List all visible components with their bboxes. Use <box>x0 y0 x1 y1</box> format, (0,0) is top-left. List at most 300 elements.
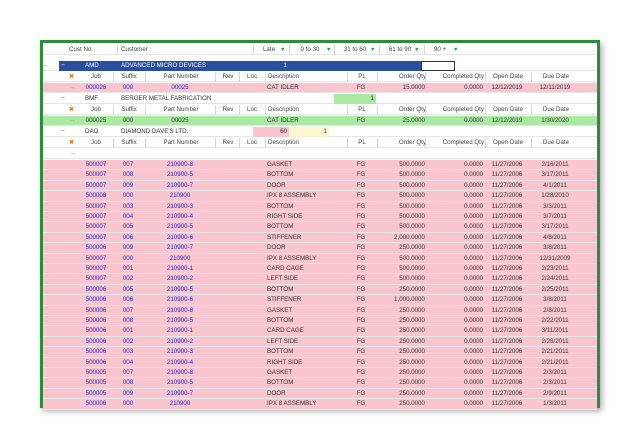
col-pl[interactable]: PL <box>347 105 376 115</box>
completed-qty-cell: 0.0000 <box>464 254 483 262</box>
pl-cell: FG <box>356 317 366 324</box>
part-cell: 210900 <box>169 254 191 262</box>
due-date-cell: 4/1/2011 <box>543 181 567 189</box>
filter-icon[interactable]: ▼ <box>414 47 420 53</box>
job-row[interactable] <box>43 243 597 253</box>
open-date-cell: 11/27/2006 <box>491 161 523 168</box>
order-qty-cell: 500.0000 <box>399 202 425 210</box>
job-row[interactable] <box>43 347 597 357</box>
due-date-cell: 1/30/2020 <box>541 117 569 124</box>
open-date-cell: 12/12/2019 <box>491 117 523 124</box>
due-date-cell: 3/17/2011 <box>541 223 569 231</box>
description-cell: CAT IDLER <box>267 117 299 124</box>
due-date-cell: 2/24/2011 <box>541 275 569 283</box>
open-date-cell: 11/27/2006 <box>491 337 523 345</box>
expander-icon[interactable]: − <box>61 95 65 102</box>
description-cell: CAT IDLER <box>267 84 299 91</box>
pl-cell: FG <box>356 181 366 189</box>
suffix-cell: 007 <box>122 161 134 168</box>
pl-cell: FG <box>356 171 366 179</box>
job-cell[interactable]: 500005 <box>85 379 107 387</box>
job-cell[interactable]: 500007 <box>85 265 107 272</box>
cust-no-cell: AMD <box>85 62 99 69</box>
col-due-date[interactable]: Due Date <box>531 138 580 148</box>
pl-cell: FG <box>356 244 366 252</box>
col-job[interactable]: Job <box>91 106 101 113</box>
description-cell: IPX 8 ASSEMBLY <box>267 254 317 262</box>
col-open-date[interactable]: Open Date <box>485 105 530 115</box>
settings-icon[interactable]: ✖ <box>69 106 75 113</box>
part-cell: 210900-1 <box>166 265 194 272</box>
col-31-60[interactable]: 31 to 60 <box>334 45 375 55</box>
job-row[interactable] <box>43 337 597 347</box>
completed-qty-cell: 0.0000 <box>464 233 483 241</box>
job-cell[interactable]: 500007 <box>85 161 107 168</box>
selected-band <box>59 61 421 71</box>
open-date-cell: 11/27/2006 <box>491 275 523 283</box>
part-cell: 210900-2 <box>166 275 194 283</box>
job-cell[interactable]: 500006 <box>85 306 107 314</box>
completed-qty-cell: 0.0000 <box>464 400 483 408</box>
job-row[interactable] <box>43 326 597 336</box>
description-cell: BOTTOM <box>267 223 294 231</box>
description-cell: GASKET <box>267 369 293 376</box>
col-completed-qty[interactable]: Completed Qty <box>425 138 484 148</box>
part-cell: 210900 <box>169 400 191 408</box>
open-date-cell: 11/27/2006 <box>491 306 523 314</box>
description-cell: IPX 8 ASSEMBLY <box>267 400 317 408</box>
job-row[interactable] <box>43 170 597 180</box>
master-header-row <box>43 45 597 55</box>
col-due-date[interactable]: Due Date <box>531 72 580 82</box>
completed-qty-cell: 0.0000 <box>464 171 483 179</box>
part-cell: 210900-7 <box>166 389 194 397</box>
job-row[interactable] <box>43 254 597 264</box>
suffix-cell: 002 <box>122 337 134 345</box>
completed-qty-cell: 0.0000 <box>464 192 483 200</box>
part-cell: 210900-1 <box>166 327 194 335</box>
suffix-cell: 005 <box>122 285 134 293</box>
job-cell[interactable]: 500007 <box>85 254 107 262</box>
job-cell[interactable]: 500007 <box>85 213 107 220</box>
completed-qty-cell: 0.0000 <box>464 244 483 252</box>
due-date-cell: 2/21/2011 <box>541 348 569 356</box>
completed-qty-cell: 0.0000 <box>464 296 483 304</box>
col-loc[interactable]: Loc <box>239 105 264 115</box>
completed-qty-cell: 0.0000 <box>464 369 483 376</box>
order-qty-cell: 1,000.0000 <box>394 296 425 304</box>
part-cell: 00025 <box>171 84 189 91</box>
col-part-number[interactable]: Part Number <box>145 138 216 148</box>
bucket-0-30-cell: 1 <box>289 127 329 137</box>
due-date-cell: 1/28/2010 <box>541 192 569 200</box>
completed-qty-cell: 0.0000 <box>464 181 483 189</box>
open-date-cell: 11/27/2006 <box>491 327 523 335</box>
pl-cell: FG <box>356 213 366 220</box>
order-qty-cell: 250.0000 <box>399 317 425 324</box>
open-date-cell: 11/27/2006 <box>491 223 523 231</box>
due-date-cell: 4/8/2011 <box>543 233 567 241</box>
col-61-90[interactable]: 61 to 90 <box>379 45 420 55</box>
job-cell[interactable]: 500005 <box>85 369 107 376</box>
col-completed-qty[interactable]: Completed Qty <box>425 105 484 115</box>
order-qty-cell: 250.0000 <box>399 369 425 376</box>
col-open-date[interactable]: Open Date <box>485 72 530 82</box>
part-cell: 210900-4 <box>166 213 194 220</box>
window-frame <box>40 40 600 408</box>
suffix-cell: 003 <box>122 202 134 210</box>
col-order-qty[interactable]: Order Qty <box>377 72 426 82</box>
col-due-date[interactable]: Due Date <box>531 105 580 115</box>
customer-name-cell: ADVANCED MICRO DEVICES <box>121 62 207 69</box>
pl-cell: FG <box>356 285 366 293</box>
row-pointer-icon: → <box>41 62 48 69</box>
completed-qty-cell: 0.0000 <box>464 348 483 356</box>
order-qty-cell: 15.0000 <box>402 84 425 91</box>
col-customer[interactable]: Customer <box>117 45 261 55</box>
description-cell: CARD CAGE <box>267 265 304 272</box>
job-cell[interactable]: 500007 <box>85 223 107 231</box>
part-cell: 00025 <box>171 117 189 124</box>
suffix-cell: 004 <box>122 213 134 220</box>
open-date-cell: 11/27/2006 <box>491 379 523 387</box>
job-row[interactable] <box>43 295 597 305</box>
pl-cell: FG <box>356 327 366 335</box>
pl-cell: FG <box>356 400 366 408</box>
description-cell: BOTTOM <box>267 379 294 387</box>
description-cell: GASKET <box>267 161 293 168</box>
job-cell[interactable]: 500006 <box>85 327 107 335</box>
order-qty-cell: 500.0000 <box>399 181 425 189</box>
job-row[interactable] <box>43 399 597 409</box>
description-cell: BOTTOM <box>267 285 294 293</box>
completed-qty-cell: 0.0000 <box>464 379 483 387</box>
part-cell: 210900-6 <box>166 296 194 304</box>
suffix-cell: 004 <box>122 358 134 366</box>
suffix-cell: 006 <box>122 233 134 241</box>
pl-cell: FG <box>356 233 366 241</box>
completed-qty-cell: 0.0000 <box>464 337 483 345</box>
completed-qty-cell: 0.0000 <box>464 358 483 366</box>
open-date-cell: 11/27/2006 <box>491 369 523 376</box>
suffix-cell: 009 <box>122 244 134 252</box>
col-suffix[interactable]: Suffix <box>113 138 144 148</box>
job-cell[interactable]: 000025 <box>85 117 107 124</box>
order-qty-cell: 2,000.0000 <box>394 233 425 241</box>
due-date-cell: 12/11/2019 <box>539 84 571 91</box>
job-row[interactable] <box>43 160 597 170</box>
pl-cell: FG <box>356 379 366 387</box>
suffix-cell: 009 <box>122 181 134 189</box>
col-cust-no[interactable]: Cust No. <box>69 46 94 53</box>
part-cell: 210900-2 <box>166 337 194 345</box>
completed-qty-cell: 0.0000 <box>464 317 483 324</box>
job-row[interactable] <box>43 233 597 243</box>
job-cell[interactable]: 500006 <box>85 244 107 252</box>
order-qty-cell: 250.0000 <box>399 348 425 356</box>
job-row[interactable] <box>43 212 597 222</box>
col-description[interactable]: Description <box>265 105 348 115</box>
group-row-amd[interactable] <box>43 61 597 71</box>
filter-row[interactable] <box>43 149 597 159</box>
order-qty-cell: 250.0000 <box>399 327 425 335</box>
col-part-number[interactable]: Part Number <box>145 105 216 115</box>
order-qty-cell: 500.0000 <box>399 213 425 220</box>
part-cell: 210900-4 <box>166 358 194 366</box>
job-row[interactable] <box>43 191 597 201</box>
suffix-cell: 007 <box>122 369 134 376</box>
part-cell: 210900-5 <box>166 223 194 231</box>
job-row[interactable] <box>43 181 597 191</box>
col-suffix[interactable]: Suffix <box>113 72 144 82</box>
description-cell: BOTTOM <box>267 348 294 356</box>
pl-cell: FG <box>356 358 366 366</box>
suffix-cell: 009 <box>122 389 134 397</box>
open-date-cell: 11/27/2006 <box>491 296 523 304</box>
order-qty-cell: 250.0000 <box>399 389 425 397</box>
detail-header-row <box>43 105 597 115</box>
open-date-cell: 11/27/2006 <box>491 254 523 262</box>
col-completed-qty[interactable]: Completed Qty <box>425 72 484 82</box>
job-cell[interactable]: 500007 <box>85 202 107 210</box>
open-date-cell: 11/27/2006 <box>491 317 523 324</box>
filter-icon[interactable]: ▼ <box>326 47 332 53</box>
group-row-dao[interactable] <box>43 127 597 137</box>
job-cell[interactable]: 500006 <box>85 358 107 366</box>
col-pl[interactable]: PL <box>347 72 376 82</box>
due-date-cell: 3/17/2011 <box>541 171 569 179</box>
col-part-number[interactable]: Part Number <box>145 72 216 82</box>
suffix-cell: 000 <box>122 84 134 91</box>
due-date-cell: 2/3/2011 <box>543 369 567 376</box>
description-cell: BOTTOM <box>267 202 294 210</box>
pl-cell: FG <box>356 369 366 376</box>
row-pointer-icon: → <box>69 84 76 91</box>
due-date-cell: 2/16/2011 <box>541 161 569 168</box>
description-cell: STIFFENER <box>267 296 302 304</box>
col-0-30[interactable]: 0 to 30 <box>289 45 330 55</box>
cust-no-cell: BMF <box>85 95 99 102</box>
job-row[interactable] <box>43 368 597 378</box>
completed-qty-cell: 0.0000 <box>464 306 483 314</box>
pl-cell: FG <box>356 254 366 262</box>
edit-cell[interactable] <box>421 61 455 71</box>
part-cell: 210900-5 <box>166 171 194 179</box>
col-pl[interactable]: PL <box>347 138 376 148</box>
job-row[interactable] <box>43 116 597 126</box>
due-date-cell: 3/8/2011 <box>543 296 567 304</box>
job-row[interactable] <box>43 202 597 212</box>
customer-name-cell: DIAMOND DAVE'S LTD. <box>121 128 189 135</box>
job-cell[interactable]: 500006 <box>85 296 107 304</box>
suffix-cell: 005 <box>122 223 134 231</box>
job-cell[interactable]: 500006 <box>85 317 107 324</box>
col-loc[interactable]: Loc <box>239 138 264 148</box>
filter-icon[interactable]: ▼ <box>370 47 376 53</box>
part-cell: 210900-7 <box>166 244 194 252</box>
due-date-cell: 12/31/2009 <box>539 254 571 262</box>
job-cell[interactable]: 000026 <box>85 84 107 91</box>
col-order-qty[interactable]: Order Qty <box>377 138 426 148</box>
due-date-cell: 2/23/2011 <box>541 265 569 272</box>
pl-cell: FG <box>356 265 366 272</box>
col-open-date[interactable]: Open Date <box>485 138 530 148</box>
order-qty-cell: 500.0000 <box>399 161 425 168</box>
order-qty-cell: 500.0000 <box>399 275 425 283</box>
description-cell: DOOR <box>267 181 286 189</box>
description-cell: RIGHT SIDE <box>267 213 303 220</box>
suffix-cell: 000 <box>122 400 134 408</box>
job-row[interactable] <box>43 389 597 399</box>
col-loc[interactable]: Loc <box>239 72 264 82</box>
description-cell: BOTTOM <box>267 171 294 179</box>
job-row[interactable] <box>43 285 597 295</box>
job-cell[interactable]: 500006 <box>85 400 107 408</box>
due-date-cell: 2/22/2011 <box>541 317 569 324</box>
settings-icon[interactable]: ✖ <box>69 73 75 80</box>
settings-icon[interactable]: ✖ <box>69 139 75 146</box>
job-cell[interactable]: 500007 <box>85 233 107 241</box>
completed-qty-cell: 0.0000 <box>464 202 483 210</box>
due-date-cell: 3/7/2011 <box>543 213 567 220</box>
description-cell: DOOR <box>267 244 286 252</box>
due-date-cell: 3/8/2011 <box>543 244 567 252</box>
due-date-cell: 2/28/2011 <box>541 337 569 345</box>
description-cell: IPX 8 ASSEMBLY <box>267 192 317 200</box>
filter-icon[interactable]: ▼ <box>453 47 459 53</box>
col-suffix[interactable]: Suffix <box>113 105 144 115</box>
row-pointer-icon: → <box>69 150 76 157</box>
job-row[interactable] <box>43 274 597 284</box>
order-qty-cell: 250.0000 <box>399 306 425 314</box>
job-row[interactable] <box>43 264 597 274</box>
completed-qty-cell: 0.0000 <box>464 223 483 231</box>
job-row[interactable] <box>43 378 597 388</box>
suffix-cell: 000 <box>122 192 134 200</box>
job-row[interactable] <box>43 316 597 326</box>
col-90-plus[interactable]: 90 + <box>424 45 455 55</box>
open-date-cell: 11/27/2006 <box>491 348 523 356</box>
open-date-cell: 11/27/2006 <box>491 358 523 366</box>
col-job[interactable]: Job <box>91 73 101 80</box>
job-row[interactable] <box>43 222 597 232</box>
completed-qty-cell: 0.0000 <box>464 285 483 293</box>
col-rev[interactable]: Rev <box>215 138 240 148</box>
pl-cell: FG <box>356 117 366 124</box>
open-date-cell: 11/27/2006 <box>491 233 523 241</box>
part-cell: 210900-5 <box>166 285 194 293</box>
due-date-cell: 2/21/2011 <box>541 358 569 366</box>
part-cell: 210900-3 <box>166 348 194 356</box>
open-date-cell: 11/27/2006 <box>491 285 523 293</box>
completed-qty-cell: 0.0000 <box>464 265 483 272</box>
bucket-0-30-cell: 1 <box>334 94 376 104</box>
open-date-cell: 11/27/2006 <box>491 265 523 272</box>
pl-cell: FG <box>356 223 366 231</box>
pl-cell: FG <box>356 202 366 210</box>
col-description[interactable]: Description <box>265 72 348 82</box>
part-cell: 210900-8 <box>166 161 194 168</box>
open-date-cell: 11/27/2006 <box>491 202 523 210</box>
description-cell: DOOR <box>267 389 286 397</box>
detail-header-row <box>43 138 597 148</box>
col-late[interactable]: Late <box>253 45 284 55</box>
suffix-cell: 008 <box>122 171 134 179</box>
col-order-qty[interactable]: Order Qty <box>377 105 426 115</box>
job-row[interactable] <box>43 358 597 368</box>
job-cell[interactable]: 500006 <box>85 337 107 345</box>
detail-header-row <box>43 72 597 82</box>
col-job[interactable]: Job <box>91 139 101 146</box>
pl-cell: FG <box>356 389 366 397</box>
due-date-cell: 2/25/2011 <box>541 285 569 293</box>
due-date-cell: 3/11/2011 <box>541 327 569 335</box>
open-date-cell: 11/27/2006 <box>491 244 523 252</box>
due-date-cell: 2/3/2011 <box>543 379 567 387</box>
order-qty-cell: 500.0000 <box>399 192 425 200</box>
job-cell[interactable]: 500005 <box>85 389 107 397</box>
job-cell[interactable]: 500007 <box>85 275 107 283</box>
open-date-cell: 11/27/2006 <box>491 192 523 200</box>
order-qty-cell: 500.0000 <box>399 171 425 179</box>
completed-qty-cell: 0.0000 <box>464 117 483 124</box>
job-cell[interactable]: 500006 <box>85 285 107 293</box>
due-date-cell: 1/3/2011 <box>543 400 567 408</box>
expander-icon[interactable]: − <box>61 128 65 135</box>
completed-qty-cell: 0.0000 <box>464 327 483 335</box>
job-cell[interactable]: 500007 <box>85 181 107 189</box>
part-cell: 210900-5 <box>166 317 194 324</box>
open-date-cell: 11/27/2006 <box>491 400 523 408</box>
open-date-cell: 11/27/2006 <box>491 213 523 220</box>
suffix-cell: 008 <box>122 379 134 387</box>
order-qty-cell: 250.0000 <box>399 400 425 408</box>
suffix-cell: 001 <box>122 265 134 272</box>
job-row[interactable] <box>43 306 597 316</box>
part-cell: 210900-8 <box>166 369 194 376</box>
suffix-cell: 003 <box>122 348 134 356</box>
pl-cell: FG <box>356 348 366 356</box>
filter-icon[interactable]: ▼ <box>280 47 286 53</box>
col-rev[interactable]: Rev <box>215 105 240 115</box>
part-cell: 210900-3 <box>166 202 194 210</box>
job-row[interactable] <box>43 83 597 93</box>
job-cell[interactable]: 500007 <box>85 171 107 179</box>
order-qty-cell: 25.0000 <box>402 117 425 124</box>
completed-qty-cell: 0.0000 <box>464 275 483 283</box>
suffix-cell: 006 <box>122 296 134 304</box>
row-pointer-icon: → <box>69 117 76 124</box>
part-cell: 210900 <box>169 192 191 200</box>
late-cell: 60 <box>253 127 289 137</box>
suffix-cell: 007 <box>122 306 134 314</box>
pl-cell: FG <box>356 161 366 168</box>
open-date-cell: 11/27/2006 <box>491 171 523 179</box>
col-description[interactable]: Description <box>265 138 348 148</box>
suffix-cell: 002 <box>122 275 134 283</box>
customer-job-grid <box>41 43 597 408</box>
order-qty-cell: 500.0000 <box>399 265 425 272</box>
job-cell[interactable]: 500008 <box>85 192 107 200</box>
due-date-cell: 2/9/2011 <box>543 389 567 397</box>
job-cell[interactable]: 500006 <box>85 348 107 356</box>
order-qty-cell: 250.0000 <box>399 244 425 252</box>
group-row-bmf[interactable] <box>43 94 597 104</box>
col-rev[interactable]: Rev <box>215 72 240 82</box>
suffix-cell: 000 <box>122 117 134 124</box>
completed-qty-cell: 0.0000 <box>464 161 483 168</box>
expander-icon[interactable]: − <box>61 62 65 69</box>
